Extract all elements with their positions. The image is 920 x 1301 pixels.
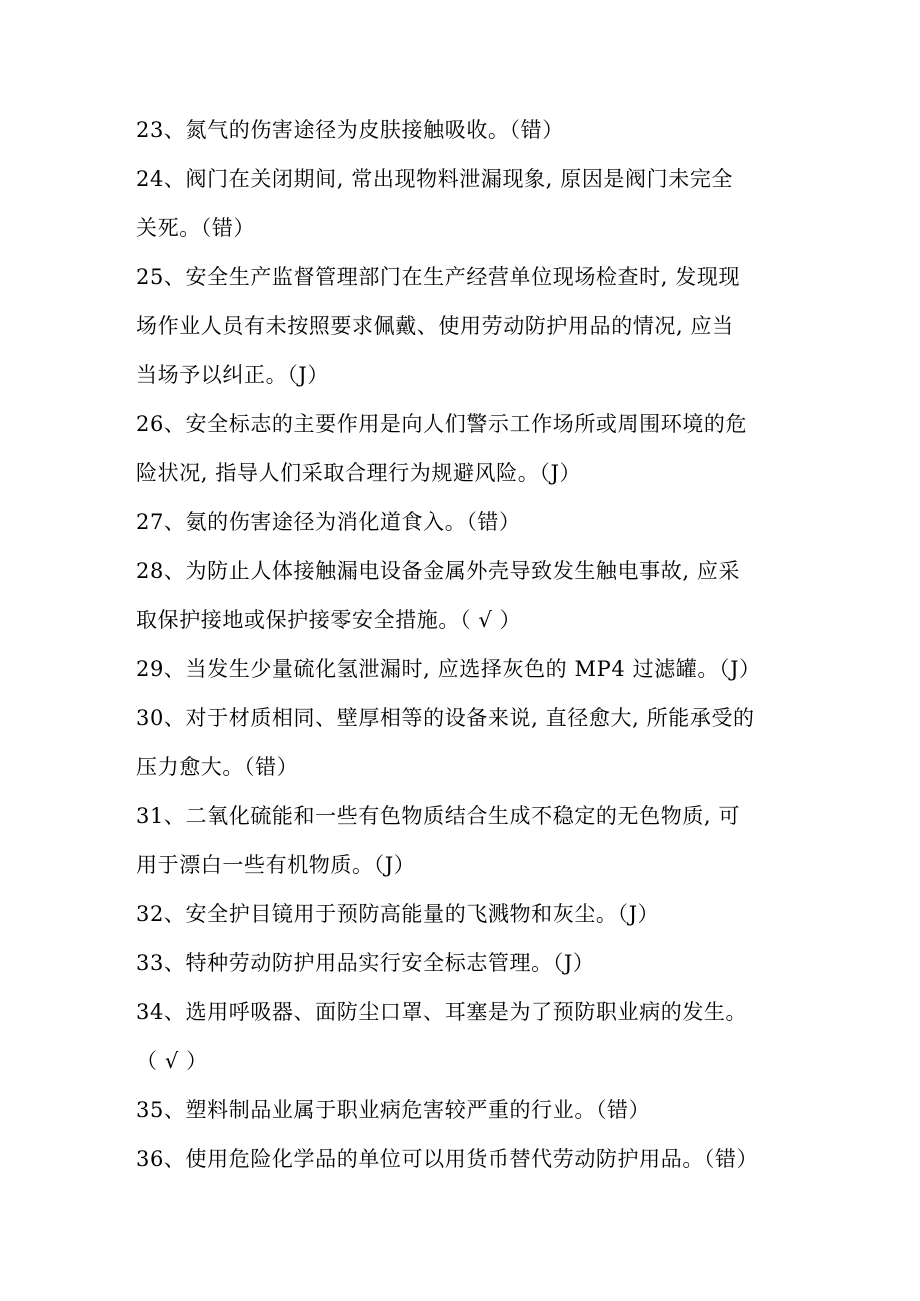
question-27: 27、氨的伤害途径为消化道食入。（错） [136,510,521,534]
question-31-line-1: 31、二氧化硫能和一些有色物质结合生成不稳定的无色物质, 可 [136,804,741,828]
question-31-line-2: 用于漂白一些有机物质。（J） [136,853,416,877]
question-26-line-1: 26、安全标志的主要作用是向人们警示工作场所或周围环境的危 [136,412,748,436]
question-29: 29、当发生少量硫化氢泄漏时, 应选择灰色的 MP4 过滤罐。（J） [136,657,761,681]
question-33: 33、特种劳动防护用品实行安全标志管理。（J） [136,951,595,975]
question-28-line-2: 取保护接地或保护接零安全措施。（ √ ） [136,608,522,632]
question-35: 35、塑料制品业属于职业病危害较严重的行业。（错） [136,1098,651,1122]
question-36: 36、使用危险化学品的单位可以用货币替代劳动防护用品。（错） [136,1147,759,1171]
question-25-line-1: 25、安全生产监督管理部门在生产经营单位现场检查时, 发现现 [136,265,741,289]
question-30-line-1: 30、对于材质相同、壁厚相等的设备来说, 直径愈大, 所能承受的 [136,706,755,730]
question-26-line-2: 险状况, 指导人们采取合理行为规避风险。（J） [136,461,582,485]
question-34-line-2: （ √ ） [136,1049,208,1073]
question-32: 32、安全护目镜用于预防高能量的飞溅物和灰尘。（J） [136,902,660,926]
question-23: 23、氮气的伤害途径为皮肤接触吸收。（错） [136,118,564,142]
question-24-line-2: 关死。（错） [136,216,256,240]
question-24-line-1: 24、阀门在关闭期间, 常出现物料泄漏现象, 原因是阀门未完全 [136,167,734,191]
question-25-line-3: 当场予以纠正。（J） [136,363,329,387]
question-answer-list [136,106,796,1184]
question-25-line-2: 场作业人员有未按照要求佩戴、使用劳动防护用品的情况, 应当 [136,314,734,338]
question-28-line-1: 28、为防止人体接触漏电设备金属外壳导致发生触电事故, 应采 [136,559,741,583]
question-30-line-2: 压力愈大。（错） [136,755,299,779]
question-34-line-1: 34、选用呼吸器、面防尘口罩、耳塞是为了预防职业病的发生。 [136,1000,748,1024]
